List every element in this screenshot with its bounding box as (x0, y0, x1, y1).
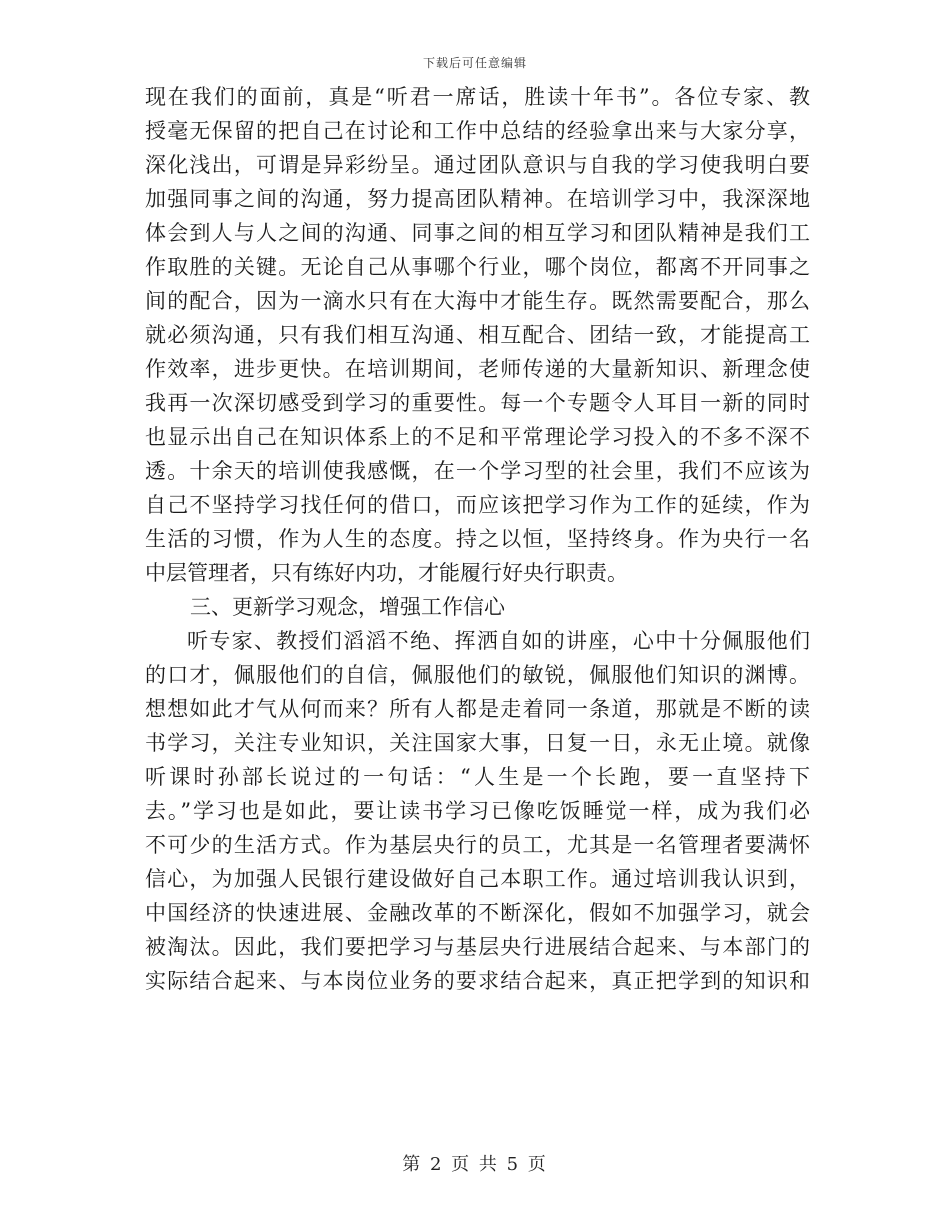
body-text-line: 作取胜的关键。无论自己从事哪个行业，哪个岗位，都离不开同事之 (145, 255, 810, 279)
body-text-line: 授毫无保留的把自己在讨论和工作中总结的经验拿出来与大家分享， (145, 119, 810, 143)
body-text-line: 也显示出自己在知识体系上的不足和平常理论学习投入的不多不深不 (145, 425, 810, 449)
body-text-line: 现在我们的面前，真是“听君一席话，胜读十年书”。各位专家、教 (145, 85, 810, 109)
body-text-line: 的口才，佩服他们的自信，佩服他们的敏锐，佩服他们知识的渊博。 (145, 663, 810, 687)
document-body (145, 80, 810, 998)
body-text-line: 生活的习惯，作为人生的态度。持之以恒，坚持终身。作为央行一名 (145, 527, 810, 551)
page-header: 下载后可任意编辑 (422, 56, 527, 70)
body-text-line: 书学习，关注专业知识，关注国家大事，日复一日，永无止境。就像 (145, 731, 810, 755)
body-text-line: 实际结合起来、与本岗位业务的要求结合起来，真正把学到的知识和 (145, 969, 810, 993)
body-text-line: 信心，为加强人民银行建设做好自己本职工作。通过培训我认识到， (145, 867, 810, 891)
body-text-line: 去。”学习也是如此，要让读书学习已像吃饭睡觉一样，成为我们必 (145, 799, 810, 823)
body-text-line: 作效率，进步更快。在培训期间，老师传递的大量新知识、新理念使 (145, 357, 810, 381)
body-text-line: 想想如此才气从何而来？所有人都是走着同一条道，那就是不断的读 (145, 697, 810, 721)
body-text-line: 我再一次深切感受到学习的重要性。每一个专题令人耳目一新的同时 (145, 391, 810, 415)
body-text-line: 体会到人与人之间的沟通、同事之间的相互学习和团队精神是我们工 (145, 221, 810, 245)
page-footer: 第 2 页 共 5 页 (402, 1154, 548, 1175)
body-text-line: 听专家、教授们滔滔不绝、挥洒自如的讲座，心中十分佩服他们 (187, 629, 810, 653)
body-text-line: 间的配合，因为一滴水只有在大海中才能生存。既然需要配合，那么 (145, 289, 810, 313)
body-text-line: 自己不坚持学习找任何的借口，而应该把学习作为工作的延续，作为 (145, 493, 810, 517)
body-text-line: 中层管理者，只有练好内功，才能履行好央行职责。 (145, 561, 628, 585)
body-text-line: 被淘汰。因此，我们要把学习与基层央行进展结合起来、与本部门的 (145, 935, 810, 959)
body-text-line: 加强同事之间的沟通，努力提高团队精神。在培训学习中，我深深地 (145, 187, 810, 211)
body-text-line: 不可少的生活方式。作为基层央行的员工，尤其是一名管理者要满怀 (145, 833, 810, 857)
body-text-line: 听课时孙部长说过的一句话：“人生是一个长跑，要一直坚持下 (145, 765, 810, 789)
body-text-line: 就必须沟通，只有我们相互沟通、相互配合、团结一致，才能提高工 (145, 323, 810, 347)
body-text-line: 透。十余天的培训使我感慨，在一个学习型的社会里，我们不应该为 (145, 459, 810, 483)
section-heading: 三、更新学习观念，增强工作信心 (190, 595, 505, 619)
body-text-line: 深化浅出，可谓是异彩纷呈。通过团队意识与自我的学习使我明白要 (145, 153, 810, 177)
body-text-line: 中国经济的快速进展、金融改革的不断深化，假如不加强学习，就会 (145, 901, 810, 925)
